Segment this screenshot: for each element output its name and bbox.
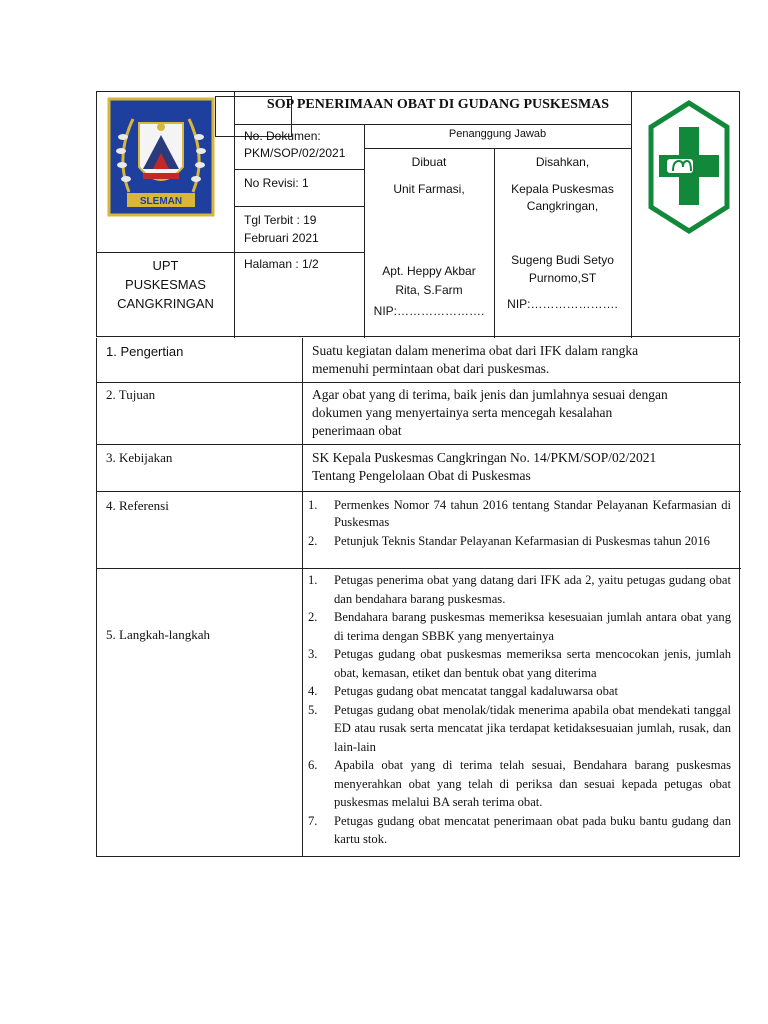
text-line: Tentang Pengelolaan Obat di Puskesmas bbox=[312, 468, 531, 483]
divider bbox=[302, 338, 303, 857]
list-item: 3. Petugas gudang obat puskesmas memeriksa serta mencocokan jenis, jumlah obat, kemasan, etiket dan bentuk obat yang diterima bbox=[308, 647, 731, 680]
puskesmas-cross-logo bbox=[643, 97, 735, 237]
disahkan-column bbox=[494, 154, 631, 215]
no-dokumen-label: No. Dokumen: bbox=[244, 129, 321, 143]
penanggung-jawab-label: Penanggung Jawab bbox=[448, 128, 547, 140]
divider bbox=[234, 206, 364, 207]
no-revisi: No Revisi: 1 bbox=[244, 176, 309, 190]
list-item-text: Permenkes Nomor 74 tahun 2016 tentang Standar Pelayanan Kefarmasian di Puskesmas bbox=[334, 498, 731, 529]
no-dokumen-value: PKM/SOP/02/2021 bbox=[244, 146, 346, 160]
list-item-text: Petugas gudang obat mencatat penerimaan obat pada buku bantu gudang dan kartu stok. bbox=[334, 813, 731, 846]
divider bbox=[97, 252, 234, 253]
divider bbox=[364, 148, 631, 149]
dibuat-unit: Unit Farmasi, bbox=[393, 182, 465, 196]
dibuat-name-line: Apt. Heppy Akbar bbox=[382, 264, 476, 278]
list-item: 7. Petugas gudang obat mencatat penerimaan obat pada buku bantu gudang dan kartu stok. bbox=[308, 813, 731, 846]
text-line: Agar obat yang di terima, baik jenis dan jumlahnya sesuai dengan bbox=[312, 387, 668, 402]
unit-line: UPT bbox=[152, 258, 179, 273]
divider bbox=[97, 444, 741, 445]
divider bbox=[97, 382, 741, 383]
row-label-pengertian: 1. Pengertian bbox=[106, 344, 184, 359]
list-item: 6. Apabila obat yang di terima telah sesuai, Bendahara barang puskesmas menyerahkan obat yang telah di periksa dan sesuai kepada petugas obat puskesmas melalui BA serah terima obat. bbox=[308, 758, 731, 809]
divider bbox=[97, 568, 741, 569]
divider bbox=[97, 491, 741, 492]
divider bbox=[234, 169, 364, 170]
unit-line: CANGKRINGAN bbox=[117, 296, 214, 311]
disahkan-nip: NIP:…………………. bbox=[507, 297, 618, 311]
dibuat-signatory bbox=[364, 262, 494, 321]
logo-banner-text: SLEMAN bbox=[139, 196, 183, 207]
sop-header-table bbox=[96, 91, 740, 337]
referensi-list bbox=[308, 497, 731, 550]
list-item: 5. Petugas gudang obat menolak/tidak menerima apabila obat mendekati tanggal ED atau rusak serta mencatat jika terdapat ketidaksesuaian jumlah, rusak, dan lain-lain bbox=[308, 702, 731, 754]
dibuat-name-line: Rita, S.Farm bbox=[395, 283, 463, 297]
list-item: 4. Petugas gudang obat mencatat tanggal kadaluwarsa obat bbox=[308, 684, 618, 698]
list-item-text: Petugas gudang obat mencatat tanggal kadaluwarsa obat bbox=[334, 684, 618, 698]
sop-content-table bbox=[96, 338, 740, 857]
list-item: 1. Petugas penerima obat yang datang dari IFK ada 2, yaitu petugas gudang obat dan bendahara barang puskesmas. bbox=[308, 573, 731, 606]
dibuat-nip: NIP:…………………. bbox=[373, 304, 485, 318]
divider bbox=[234, 124, 631, 125]
text-line: Suatu kegiatan dalam menerima obat dari IFK dalam rangka bbox=[312, 343, 639, 358]
sop-title: SOP PENERIMAAN OBAT DI GUDANG PUSKESMAS bbox=[266, 97, 610, 112]
list-item-text: Petugas penerima obat yang datang dari IFK ada 2, yaitu petugas gudang obat dan bendahara barang puskesmas. bbox=[334, 573, 731, 606]
text-line: dokumen yang menyertainya serta mencegah kesalahan bbox=[312, 405, 613, 420]
tgl-terbit-line2: Februari 2021 bbox=[244, 231, 319, 245]
row-label-tujuan: 2. Tujuan bbox=[106, 387, 156, 402]
list-item-text: Petugas gudang obat puskesmas memeriksa serta mencocokan jenis, jumlah obat, kemasan, etiket dan bentuk obat yang diterima bbox=[334, 647, 731, 680]
list-item-text: Apabila obat yang di terima telah sesuai, Bendahara barang puskesmas menyerahkan obat yang telah di periksa dan sesuai kepada petugas obat puskesmas melalui BA serah terima obat. bbox=[334, 758, 731, 809]
row-text-kebijakan bbox=[312, 449, 731, 485]
text-line: penerimaan obat bbox=[312, 423, 402, 438]
row-label-referensi: 4. Referensi bbox=[106, 498, 169, 513]
list-item-text: Petugas gudang obat menolak/tidak menerima apabila obat mendekati tanggal ED atau rusak serta mencatat jika terdapat ketidaksesuaian jumlah, rusak, dan lain-lain bbox=[334, 702, 731, 754]
dibuat-column bbox=[364, 154, 494, 198]
row-label-langkah: 5. Langkah-langkah bbox=[106, 627, 210, 642]
divider bbox=[631, 92, 632, 338]
langkah-list bbox=[308, 571, 731, 849]
text-line: memenuhi permintaan obat dari puskesmas. bbox=[312, 361, 550, 376]
list-item: 2. Petunjuk Teknis Standar Pelayanan Kefarmasian di Puskesmas tahun 2016 bbox=[308, 534, 710, 548]
divider bbox=[215, 96, 216, 137]
text-line: SK Kepala Puskesmas Cangkringan No. 14/PKM/SOP/02/2021 bbox=[312, 450, 657, 465]
row-text-pengertian bbox=[312, 342, 731, 378]
halaman: Halaman : 1/2 bbox=[244, 257, 319, 271]
dibuat-label: Dibuat bbox=[411, 155, 447, 169]
disahkan-signatory bbox=[494, 251, 631, 313]
list-item: 1. Permenkes Nomor 74 tahun 2016 tentang Standar Pelayanan Kefarmasian di Puskesmas bbox=[308, 498, 731, 529]
disahkan-name-line: Sugeng Budi Setyo bbox=[511, 253, 614, 267]
list-item-text: Petunjuk Teknis Standar Pelayanan Kefarmasian di Puskesmas tahun 2016 bbox=[334, 534, 710, 548]
disahkan-unit-line: Cangkringan, bbox=[526, 199, 599, 213]
row-label-kebijakan: 3. Kebijakan bbox=[106, 450, 173, 465]
unit-line: PUSKESMAS bbox=[125, 277, 206, 292]
list-item-text: Bendahara barang puskesmas memeriksa kesesuaian jumlah antara obat yang di terima dengan SBBK yang menyertainya bbox=[334, 610, 731, 643]
divider bbox=[234, 252, 364, 253]
sleman-logo bbox=[107, 97, 215, 217]
divider bbox=[234, 92, 235, 338]
row-text-tujuan bbox=[312, 386, 731, 440]
unit-name bbox=[97, 256, 234, 313]
tgl-terbit-line1: Tgl Terbit : 19 bbox=[244, 213, 317, 227]
list-item: 2. Bendahara barang puskesmas memeriksa kesesuaian jumlah antara obat yang di terima dengan SBBK yang menyertainya bbox=[308, 610, 731, 643]
disahkan-unit-line: Kepala Puskesmas bbox=[511, 182, 614, 196]
disahkan-label: Disahkan, bbox=[535, 155, 590, 169]
disahkan-name-line: Purnomo,ST bbox=[528, 271, 597, 285]
